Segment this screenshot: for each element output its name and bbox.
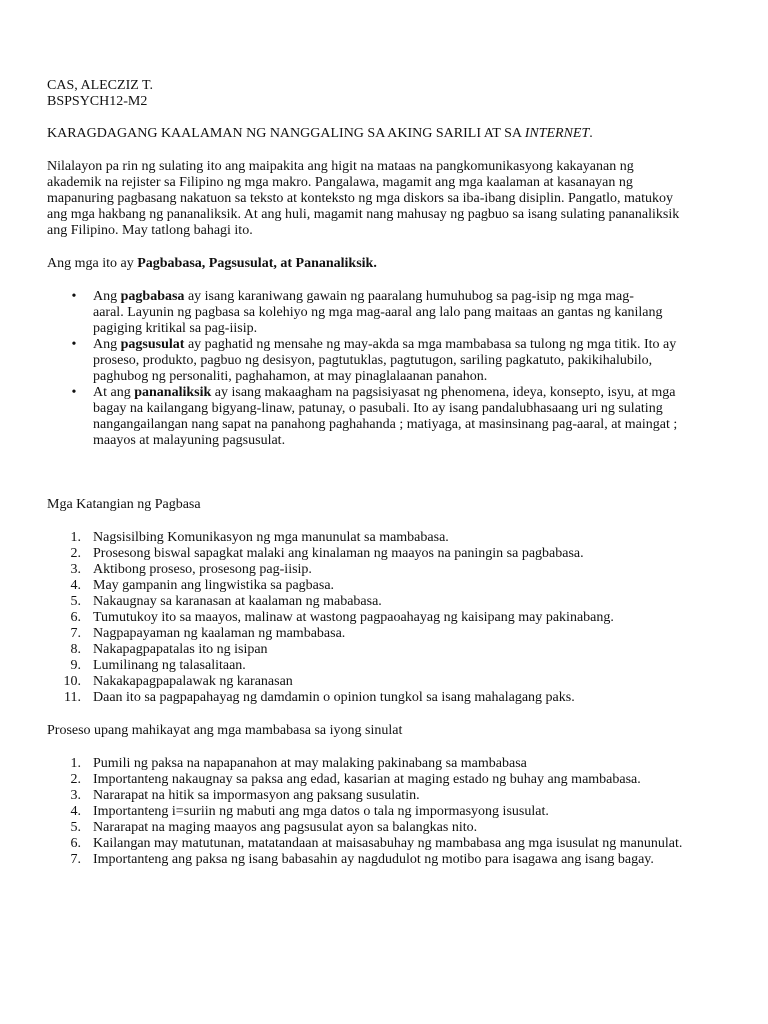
list-item: 7. Importanteng ang paksa ng isang babasahin ay nagdudulot ng motibo para isagawa ang isang bagay. xyxy=(70,852,654,867)
list-item: 9. Lumilinang ng talasalitaan. xyxy=(70,658,246,673)
parts-bold: Pagbabasa, Pagsusulat, at Pananaliksik. xyxy=(137,256,377,271)
list-item-text: Prosesong biswal sapagkat malaki ang kinalaman ng maayos na paningin sa pagbabasa. xyxy=(93,546,584,561)
list-item-text: Nagsisilbing Komunikasyon ng mga manunulat sa mambabasa. xyxy=(93,530,449,545)
list-item: 2. Prosesong biswal sapagkat malaki ang kinalaman ng maayos na paningin sa pagbabasa. xyxy=(70,546,584,561)
bullet-prefix: Ang xyxy=(93,289,121,304)
list-item-text: Nakaugnay sa karanasan at kaalaman ng mababasa. xyxy=(93,594,382,609)
list-item: 1. Nagsisilbing Komunikasyon ng mga manunulat sa mambabasa. xyxy=(70,530,449,545)
list-item: 6. Tumutukoy ito sa maayos, malinaw at wastong pagpaoahayag ng kaisipang may pakinabang. xyxy=(70,610,614,625)
bullet-icon: • xyxy=(71,385,77,400)
bullet-term: pagbabasa xyxy=(120,289,185,304)
intro-line: Nilalayon pa rin ng sulating ito ang maipakita ang higit na mataas na pangkomunikasyong kakayanan ng xyxy=(47,159,634,174)
section-heading-proseso: Proseso upang mahikayat ang mga mambabasa sa iyong sinulat xyxy=(47,723,403,738)
list-item-text: Tumutukoy ito sa maayos, malinaw at wastong pagpaoahayag ng kaisipang may pakinabang. xyxy=(93,610,614,625)
intro-line: akademik na rejister sa Filipino ng mga makro. Pangalawa, magamit ang mga kaalaman at kasanayan ng xyxy=(47,175,633,190)
list-item: 5. Nakaugnay sa karanasan at kaalaman ng mababasa. xyxy=(70,594,382,609)
section-heading-katangian: Mga Katangian ng Pagbasa xyxy=(47,497,201,512)
list-item-text: Nararapat na hitik sa impormasyon ang paksang susulatin. xyxy=(93,788,420,803)
katangian-list xyxy=(47,530,727,706)
list-item: 8. Nakapagpapatalas ito ng isipan xyxy=(70,642,268,657)
list-item: 5. Nararapat na maging maayos ang pagsusulat ayon sa balangkas nito. xyxy=(70,820,478,835)
bullet-text: nangangailangan nang sapat na panahong paghahanda ; matiyaga, at masinsinang pag-aaral, at maingat ; xyxy=(93,417,678,432)
list-item-text: Pumili ng paksa na napapanahon at may malaking pakinabang sa mambabasa xyxy=(93,756,527,771)
list-item-text: Daan ito sa pagpapahayag ng damdamin o opinion tungkol sa isang mahalagang paks. xyxy=(93,690,575,705)
bullet-term: pagsusulat xyxy=(120,337,185,352)
list-item-text: Lumilinang ng talasalitaan. xyxy=(93,658,246,673)
bullet-text: aaral. Layunin ng pagbasa sa kolehiyo ng mga mag-aaral ang lalo pang maitaas an gantas ng kanilang xyxy=(93,305,663,320)
document-title xyxy=(47,126,727,142)
list-item xyxy=(47,337,727,385)
list-item-text: Kailangan may matutunan, matatandaan at maisasabuhay ng mambabasa ang mga isusulat ng manunulat. xyxy=(93,836,683,851)
list-item-text: Nagpapayaman ng kaalaman ng mambabasa. xyxy=(93,626,346,641)
intro-line: ang mga hakbang ng pananaliksik. At ang huli, magamit nang mahusay ng pagbuo sa isang sulating pananaliksik xyxy=(47,207,680,222)
author-section: BSPSYCH12-M2 xyxy=(47,94,148,109)
bullet-term: pananaliksik xyxy=(134,385,212,400)
list-item: 2. Importanteng nakaugnay sa paksa ang edad, kasarian at maging estado ng buhay ang mambabasa. xyxy=(70,772,641,787)
title-italic: INTERNET xyxy=(524,126,590,141)
list-item-text: Importanteng i=suriin ng mabuti ang mga datos o tala ng impormasyong isusulat. xyxy=(93,804,549,819)
list-item: 10. Nakakapagpapalawak ng karanasan xyxy=(63,674,293,689)
list-item: 4. May gampanin ang lingwistika sa pagbasa. xyxy=(70,578,335,593)
bullet-text: paghubog ng personaliti, paghahamon, at may pinaglalaanan panahon. xyxy=(93,369,488,384)
title-end: . xyxy=(589,126,593,141)
list-item-text: Importanteng nakaugnay sa paksa ang edad, kasarian at maging estado ng buhay ang mambabasa. xyxy=(93,772,641,787)
list-item: 1. Pumili ng paksa na napapanahon at may malaking pakinabang sa mambabasa xyxy=(70,756,527,771)
list-item: 11. Daan ito sa pagpapahayag ng damdamin o opinion tungkol sa isang mahalagang paks. xyxy=(64,690,575,705)
bullet-text: proseso, produkto, pagbuo ng desisyon, pagtutuklas, pagtutugon, sariling pagkatuto, pakikihalubilo, xyxy=(93,353,653,368)
parts-bullet-list xyxy=(47,289,727,449)
list-item: 4. Importanteng i=suriin ng mabuti ang mga datos o tala ng impormasyong isusulat. xyxy=(70,804,549,819)
title-main: KARAGDAGANG KAALAMAN NG NANGGALING SA AKING SARILI AT SA xyxy=(47,126,525,141)
list-item-text: Importanteng ang paksa ng isang babasahin ay nagdudulot ng motibo para isagawa ang isang bagay. xyxy=(93,852,654,867)
list-item-text: Nakapagpapatalas ito ng isipan xyxy=(93,642,268,657)
bullet-text: ay isang karaniwang gawain ng paaralang humuhubog sa pag-isip ng mga mag- xyxy=(184,289,634,304)
list-item-text: Aktibong proseso, prosesong pag-iisip. xyxy=(93,562,312,577)
list-item: 3. Aktibong proseso, prosesong pag-iisip. xyxy=(70,562,312,577)
bullet-prefix: At ang xyxy=(93,385,135,400)
bullet-text: ay isang makaagham na pagsisiyasat ng phenomena, ideya, konsepto, isyu, at mga xyxy=(211,385,676,400)
intro-line: mapanuring pagbasang nakatuon sa teksto at konteksto ng mga diskors sa iba-ibang disiplin. Pangatlo, matukoy xyxy=(47,191,674,206)
list-item xyxy=(47,289,727,337)
list-item-text: Nakakapagpapalawak ng karanasan xyxy=(93,674,293,689)
parts-prefix: Ang mga ito ay xyxy=(47,256,138,271)
bullet-icon: • xyxy=(71,289,77,304)
intro-paragraph xyxy=(47,159,727,239)
author-name: CAS, ALECZIZ T. xyxy=(47,78,154,93)
intro-line: ang Filipino. May tatlong bahagi ito. xyxy=(47,223,253,238)
list-item xyxy=(47,385,727,449)
bullet-prefix: Ang xyxy=(93,337,121,352)
list-item-text: Nararapat na maging maayos ang pagsusulat ayon sa balangkas nito. xyxy=(93,820,478,835)
proseso-list xyxy=(47,756,727,868)
list-item: 3. Nararapat na hitik sa impormasyon ang paksang susulatin. xyxy=(70,788,420,803)
bullet-text: maayos at malayuning pagsusulat. xyxy=(93,433,286,448)
parts-intro xyxy=(47,256,727,272)
bullet-text: ay paghatid ng mensahe ng may-akda sa mga mambabasa sa tulong ng mga titik. Ito ay xyxy=(184,337,677,352)
bullet-icon: • xyxy=(71,337,77,352)
list-item-text: May gampanin ang lingwistika sa pagbasa. xyxy=(93,578,335,593)
list-item: 6. Kailangan may matutunan, matatandaan at maisasabuhay ng mambabasa ang mga isusulat ng manunulat. xyxy=(70,836,683,851)
document-body xyxy=(47,78,727,868)
bullet-text: pagiging kritikal sa pag-iisip. xyxy=(93,321,258,336)
bullet-text: bagay na kailangang bigyang-linaw, patunay, o pasubali. Ito ay isang pandalubhasaang uri ng sulating xyxy=(93,401,663,416)
list-item: 7. Nagpapayaman ng kaalaman ng mambabasa. xyxy=(70,626,346,641)
